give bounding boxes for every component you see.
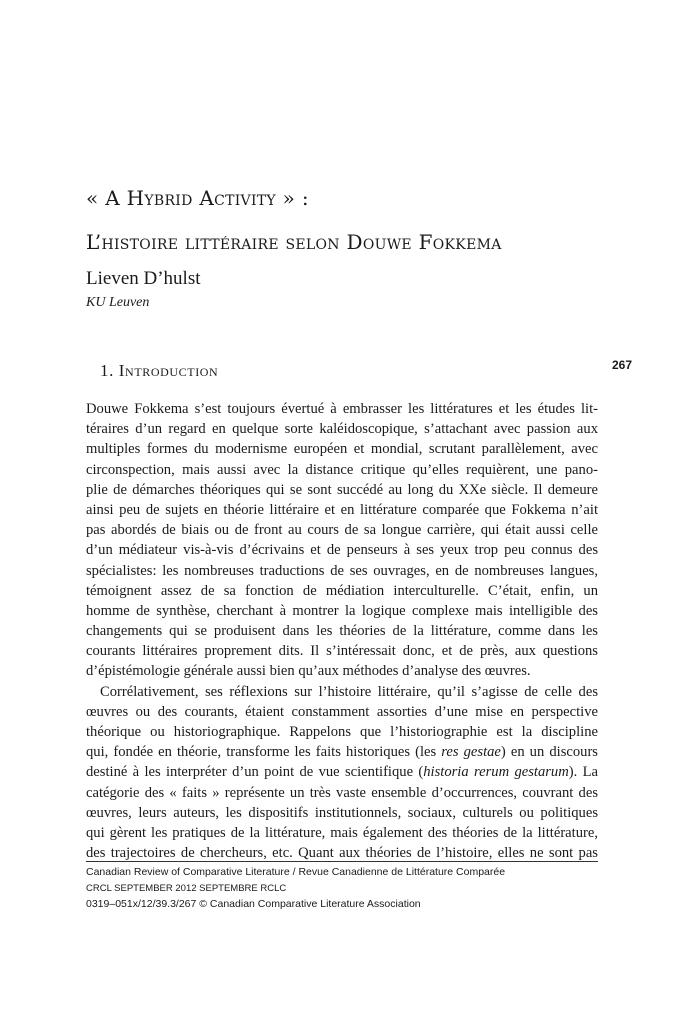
page-number: 267 [612,358,633,372]
body-text [86,399,598,863]
article-title-line-2: L’histoire littéraire selon Douwe Fokkema [86,230,502,254]
author-affiliation: KU Leuven [86,295,150,310]
body-line: multiples formes du modernisme européen et mondial, scrutant parallèlement, avec [86,441,598,458]
body-line: témoignent assez de sa fonction de médiation interculturelle. C’était, enfin, un [86,582,598,599]
author-name: Lieven D’hulst [86,268,201,289]
body-line: qui, fondée en théorie, transforme les faits historiques (les res gestae) en un discours [86,744,598,761]
body-line: Douwe Fokkema s’est toujours évertué à embrasser les littératures et les études lit- [86,401,598,417]
body-line: plie de démarches théoriques qui se sont succédé au long du XXe siècle. Il demeure [86,481,598,498]
body-line: œuvres ou des courants, étaient constamment assorties d’une mise en perspective [86,703,598,720]
section-heading: 1. Introduction [100,361,219,380]
body-line: catégorie des « faits » représente un très vaste ensemble d’occurrences, couvrant des [86,784,598,801]
body-line: d’épistémologie générale aussi bien qu’aux méthodes d’analyse des œuvres. [86,663,531,680]
footer-journal: Canadian Review of Comparative Literature / Revue Canadienne de Littérature Comparée [86,866,506,878]
body-line: changements qui se produisent dans les théories de la littérature, comme dans les [86,623,598,640]
body-line: spécialistes: les nombreuses traductions de ses ouvrages, en de nombreuses langues, [86,562,598,579]
footer-issue: CRCL SEPTEMBER 2012 SEPTEMBRE RCLC [86,883,287,894]
footer-divider [86,861,598,862]
body-line: homme de synthèse, cherchant à montrer la logique complexe mais intelligible des [86,602,598,619]
footer-copyright: 0319–051x/12/39.3/267 © Canadian Comparative Literature Association [86,898,421,910]
body-line: ainsi peu de sujets en théorie littéraire et en littérature comparée que Fokkema n’ait [86,501,598,518]
body-line: qui gèrent les pratiques de la littérature, mais également des théories de la littérature, [86,824,598,841]
body-line: courants littéraires proprement dits. Il s’intéressait donc, et de près, aux questions [86,643,598,660]
body-line: œuvres, leurs auteurs, les dispositifs institutionnels, sociaux, culturels ou politiques [86,804,598,821]
body-line: destiné à les interpréter d’un point de vue scientifique (historia rerum gestarum). La [86,764,598,781]
body-line: téraires d’un regard en quelque sorte kaléidoscopique, s’attachant avec passion aux [86,421,598,438]
body-line: Corrélativement, ses réflexions sur l’histoire littéraire, qu’il s’agisse de celle des [100,683,598,700]
body-line: circonspection, mais aussi avec la distance critique qu’elles requièrent, une pano- [86,461,598,478]
body-line: des trajectoires de chercheurs, etc. Quant aux théories de l’histoire, elles ne sont pas [86,845,598,862]
body-line: pas abordés de biais ou de front au cours de sa longue carrière, qui était aussi celle [86,522,598,539]
article-title-line-1: « A Hybrid Activity » : [86,186,309,210]
body-line: d’un médiateur vis-à-vis d’écrivains et de penseurs à ses yeux trop peu connus des [86,542,598,559]
body-line: théorique ou historiographique. Rappelons que l’historiographie est la discipline [86,724,598,740]
